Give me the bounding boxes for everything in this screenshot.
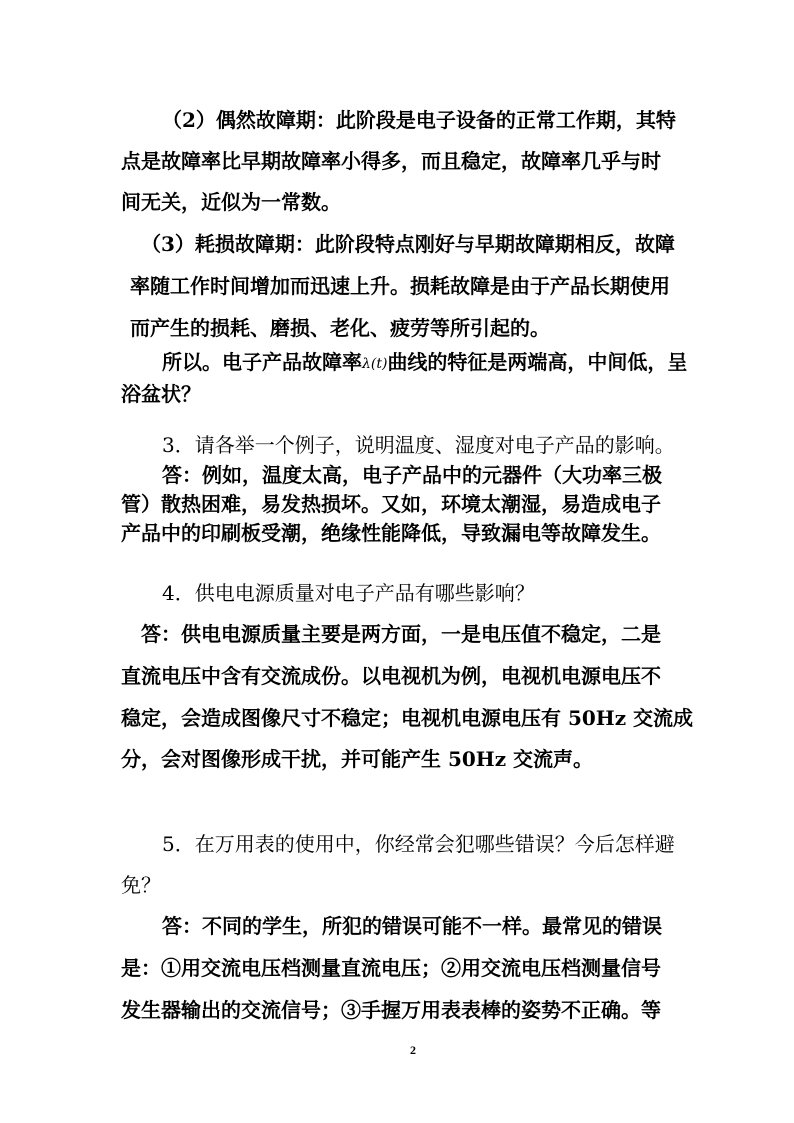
summary-line1 [162,349,687,377]
q5-answer-line1: 答：不同的学生，所犯的错误可能不一样。最常见的错误 [162,914,662,938]
q5-answer-line3: 发生器输出的交流信号；③手握万用表表棒的姿势不正确。等 [121,998,661,1022]
q5-question-line2: 免？ [121,873,161,897]
section2-line1: （2）偶然故障期：此阶段是电子设备的正常工作期，其特 [162,108,676,132]
q3-answer-line1: 答：例如，温度太高，电子产品中的元器件（大功率三极 [162,463,662,487]
q5-question-line1: 5．在万用表的使用中，你经常会犯哪些错误？今后怎样避 [162,832,675,856]
section2-line3: 间无关，近似为一常数。 [121,190,341,214]
q4-answer-line4: 分，会对图像形成干扰，并可能产生 50Hz 交流声。 [121,747,594,771]
summary-text-before: 所以。电子产品故障率 [162,350,362,374]
section3-line2: 率随工作时间增加而迅速上升。损耗故障是由于产品长期使用 [130,274,670,298]
section3-line3: 而产生的损耗、磨损、老化、疲劳等所引起的。 [130,316,550,340]
summary-line2: 浴盆状？ [121,382,201,406]
summary-text-after: 曲线的特征是两端高，中间低，呈 [387,350,688,374]
q3-answer-line2: 管）散热困难，易发热损坏。又如，环境太潮湿，易造成电子 [121,492,661,516]
page-number: 2 [410,1043,416,1057]
q4-question: 4．供电电源质量对电子产品有哪些影响？ [162,581,535,605]
q4-answer-line2: 直流电压中含有交流成份。以电视机为例，电视机电源电压不 [121,664,661,688]
q4-answer-line1: 答：供电电源质量主要是两方面，一是电压值不稳定，二是 [141,622,661,646]
q4-answer-line3: 稳定，会造成图像尺寸不稳定；电视机电源电压有 50Hz 交流成 [121,706,694,730]
q3-question: 3．请各举一个例子，说明温度、湿度对电子产品的影响。 [162,433,675,457]
q5-answer-line2: 是：①用交流电压档测量直流电压；②用交流电压档测量信号 [121,956,661,980]
q3-answer-line3: 产品中的印刷板受潮，绝缘性能降低，导致漏电等故障发生。 [121,521,661,545]
lambda-t-symbol: λ(t) [362,356,388,372]
section3-line1: （3）耗损故障期：此阶段特点刚好与早期故障期相反，故障 [141,232,675,256]
section2-line2: 点是故障率比早期故障率小得多，而且稳定，故障率几乎与时 [121,149,661,173]
